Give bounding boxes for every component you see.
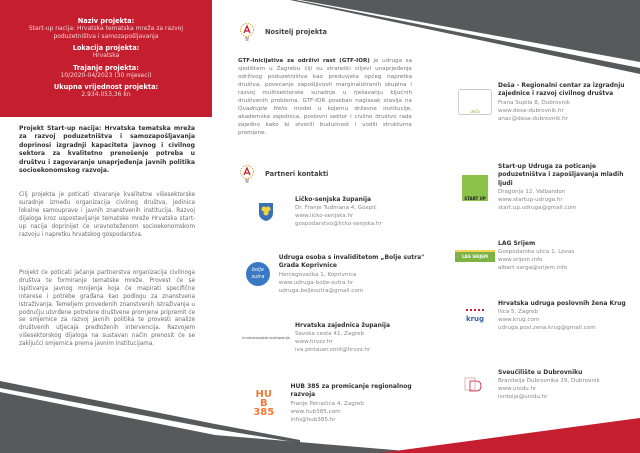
duration-label: Trajanje projekta: (73, 63, 139, 72)
panel-project-info (0, 0, 215, 453)
partner-email-link[interactable]: ivrdolja@unidu.hr (498, 394, 548, 401)
project-name-label: Naziv projekta: (77, 17, 135, 25)
project-name-value-1: Start-up nacija: Hrvatska tematska mreža za razvoj (28, 25, 184, 32)
location-value: Hrvatska (92, 52, 120, 59)
partner-email-link[interactable]: iva.pintauer.smit@hrvzz.hr (295, 347, 371, 354)
partner-name: Udruga osoba s invaliditetom „Bolje sutra" Grada Koprivnice (278, 254, 425, 270)
unidu-logo-mark (464, 377, 486, 393)
partner-item (237, 254, 427, 295)
hrvzz-logo (237, 322, 295, 354)
lightbulb-network-icon (239, 22, 255, 42)
project-name-value-2: poduzetništva i samozapošljavanja (53, 32, 159, 40)
project-info-box (0, 0, 212, 117)
krug-logo-text: krug (466, 309, 484, 323)
partner-item (452, 369, 640, 401)
partner-item (452, 240, 640, 272)
partner-name: HUB 385 za promicanje regionalnog razvoja (290, 383, 412, 399)
partner-address: Dr. Franje Tuđmana 4, Gospić (295, 205, 377, 212)
partner-item (452, 82, 640, 123)
holder-header (239, 22, 327, 42)
holder-description (238, 57, 412, 137)
partner-web-link[interactable]: www.licko-senjska.hr (295, 213, 354, 220)
holder-title: Nositelj projekta (265, 28, 327, 36)
partner-web-link[interactable]: www.hrvzz.hr (295, 339, 333, 346)
partner-item (237, 196, 427, 228)
hrvzz-logo-text: hrvatskazajednicažupanija (242, 336, 290, 341)
holder-text-1: je udruga sa sjedištem u Zagrebu čiji su strateški ciljevi unaprjeđenje održivog poduzetništva kao preduvjeta općeg napretka društva, povećanje zapošljivosti marginaliziranih skupina i razvoj multisektorske suradnje u rješavanju ključnih društvenih problema. GTF-IOR poseban naglasak stavlja na (238, 58, 412, 104)
partners-title: Partneri kontakti (265, 170, 329, 178)
partner-address: Franje Petračića 4, Zagreb (290, 400, 364, 407)
unidu-logo (452, 369, 498, 401)
holder-name: GTF-Inicijativa za održivi rast (GTF-IOR) (238, 58, 370, 64)
body-paragraph-2: Projekt će poticati jačanje partnerstva organizacija civilnoga društva te formiranje tematske mreže. Provest će se ispitivanja javnog mnijenja koja će mapirati specifične interese i potrebe građana kao podlogu za znanstvena istraživanja. Temeljem provedenih znanstvenih istraživanja u području utvrđene potrebne društvene promjene pripremit će se smjernice za razvoj javnih politika te provesti analize društvenih utjecaja predloženih intervencija. Razvojem višesektorskog dijaloga na sustavan način prenosit će se zaključci smjernica prema javnim institucijama. (19, 270, 195, 348)
partner-web-link[interactable]: www.krug.com (498, 317, 540, 324)
desa-logo-text: deša (458, 89, 492, 115)
partner-name: Sveučilište u Dubrovniku (498, 369, 583, 376)
partner-address: Savska cesta 41, Zagreb (295, 331, 365, 338)
coat-of-arms-logo (237, 196, 295, 228)
partner-address: Frana Supila 8, Dubrovnik (498, 99, 571, 106)
bolje-sutra-logo-text: bolje sutra (246, 262, 270, 286)
partners-header (239, 164, 328, 184)
partner-item (452, 163, 640, 212)
partner-web-link[interactable]: www.srijem.info (498, 257, 543, 264)
partner-web-link[interactable]: www.udruga-bolje-sutra.hr (278, 279, 354, 286)
partner-email-link[interactable]: udruga.boljesutra@gmail.com (278, 287, 364, 294)
hub385-logo (237, 383, 291, 424)
bolje-sutra-logo (237, 254, 279, 295)
partner-name: Hrvatska zajednica županija (295, 322, 391, 329)
partner-address: Dragonja 12, Valbandon (498, 189, 566, 196)
partner-address: Hercegovačka 1, Koprivnica (278, 271, 357, 278)
partner-item (237, 383, 427, 424)
total-value-label: Ukupna vrijednost projekta: (53, 83, 159, 91)
location-label: Lokacija projekta: (72, 44, 140, 52)
desa-logo (452, 82, 498, 123)
partner-name: Deša - Regionalni centar za izgradnju zajednice i razvoj civilnog društva (498, 82, 625, 98)
partner-name: Hrvatska udruga poslovnih žena Krug (498, 300, 626, 307)
partner-address: Gospodarska ulica 1, Lovas (498, 249, 575, 256)
partner-email-link[interactable]: udruga.posl.zena.krug@gmail.com (498, 325, 596, 332)
partner-address: Ilica 5, Zagreb (498, 309, 539, 316)
partner-web-link[interactable]: www.desa-dubrovnik.hr (498, 107, 564, 114)
panel-holder-partners (215, 0, 430, 453)
startup-logo-text: START UP (462, 175, 488, 201)
partner-web-link[interactable]: www.unidu.hr (498, 386, 537, 393)
partner-address: Branitelja Dubrovnika 29, Dubrovnik (498, 378, 600, 385)
partner-email-link[interactable]: gospodarstvo@licko-senjska.hr (295, 221, 382, 228)
partner-item (452, 300, 640, 332)
total-value: 2.934.053,36 kn (81, 91, 131, 98)
panel-partners-continued (430, 0, 640, 453)
lag-srijem-logo (452, 240, 498, 272)
partner-web-link[interactable]: www.startup-udruga.hr (498, 197, 563, 204)
partner-name: LAG Srijem (498, 240, 536, 247)
lead-paragraph: Projekt Start-up nacija: Hrvatska tematska mreža za razvoj poduzetništva i samozapošljavanja doprinosi izgradnji kapaciteta javnog i civilnog sektora za kvalitetno prenošenje potreba u društvu i zagovaranje unaprjeđenja javnih politika socioekonomskog razvoja. (19, 125, 195, 175)
startup-logo (452, 163, 498, 212)
lag-srijem-logo-text: LAG SRIJEM (455, 250, 495, 262)
holder-text-italic: Quadruple Helix (238, 106, 288, 112)
duration-value: 10/2020-04/2023 (30 mjeseci) (60, 71, 152, 79)
holder-text-2: model u kojemu državne institucije, akademska zajednica, poslovni sektor i civilno društvo rade zajedno kako bi stvorili budućnost i vodili strukturne promjene. (238, 106, 412, 136)
partner-email-link[interactable]: anac@desa-dubrovnik.hr (498, 115, 568, 122)
partner-web-link[interactable]: www.hub385.com (290, 408, 341, 415)
partner-email-link[interactable]: albert.varga@srijem.info (498, 265, 568, 272)
hub385-logo-text: HUB 385 (253, 388, 275, 418)
lightbulb-network-icon (239, 164, 255, 184)
partner-name: Start-up Udruga za poticanje poduzetništva i zapošljavanja mladih ljudi (498, 163, 624, 187)
partner-name: Ličko-senjska županija (295, 196, 372, 203)
body-paragraph-1: Cilj projekta je poticati stvaranje kvalitetne višesektorske suradnje između organizacija civilnog društva, jedinica lokalne samouprave i javnih znanstvenih institucija. Razvoj dijaloga kroz uspostavljanje tematske mreže Hrvatska start-up nacija doprinijet će uravnoteženom socioekonomskom razvoju i napretku hrvatskog gospodarstva. (19, 192, 195, 238)
partner-item (237, 322, 427, 354)
partner-email-link[interactable]: info@hub385.hr (290, 416, 336, 423)
partner-email-link[interactable]: start.up.udruga@gmail.com (498, 205, 577, 212)
krug-logo (452, 300, 498, 332)
